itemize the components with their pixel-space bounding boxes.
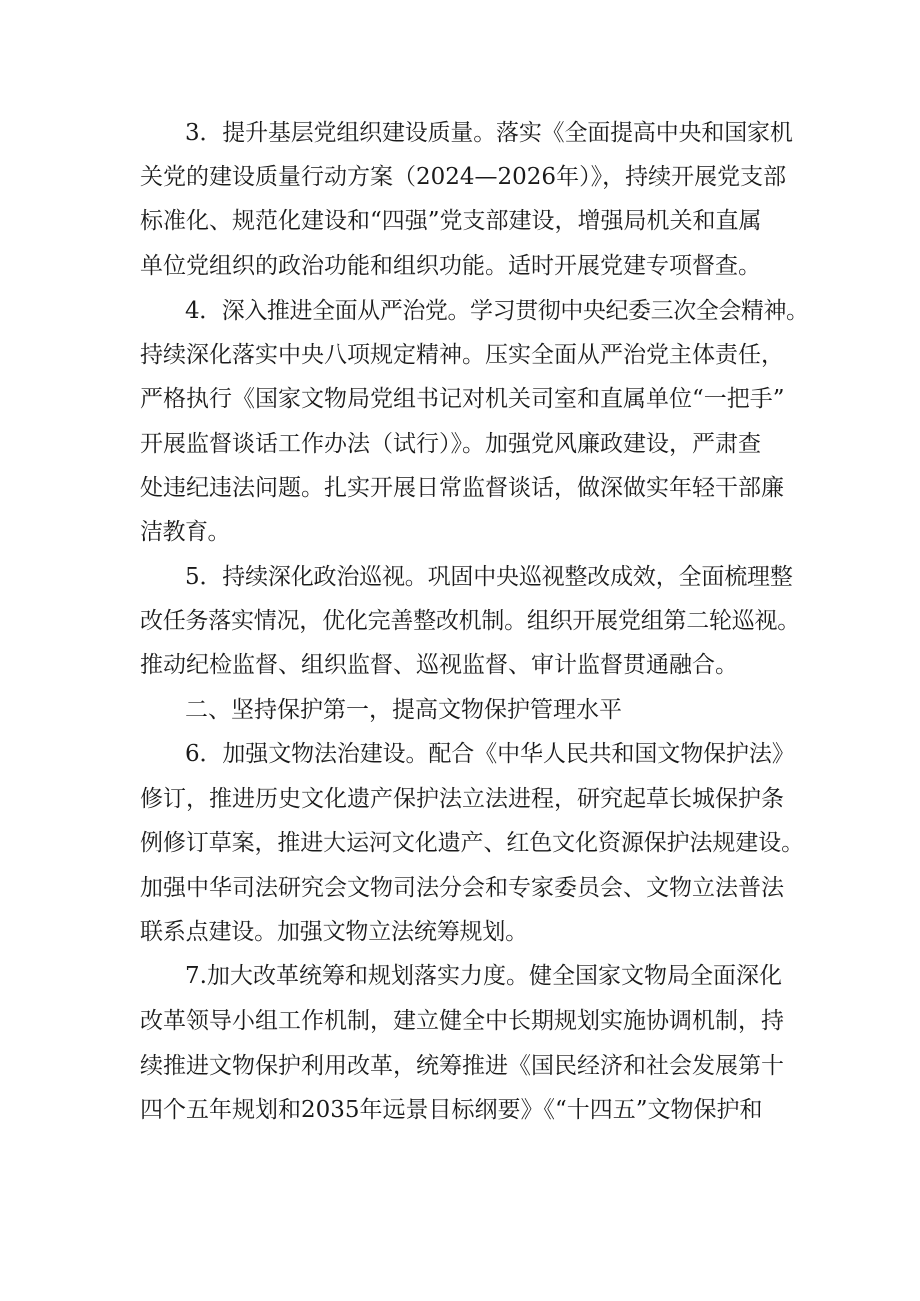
paragraph-6-title-line: 6．加强文物法治建设。配合《中华人民共和国文物保护法》 xyxy=(185,741,795,767)
paragraph-4-line: 持续深化落实中央八项规定精神。压实全面从严治党主体责任， xyxy=(140,342,784,368)
paragraph-3-line: 标准化、规范化建设和“四强”党支部建设，增强局机关和直属 xyxy=(140,208,762,234)
paragraph-7-line: 四个五年规划和2035年远景目标纲要》《“十四五”文物保护和 xyxy=(140,1097,763,1123)
paragraph-6-line: 修订，推进历史文化遗产保护法立法进程，研究起草长城保护条 xyxy=(140,786,784,812)
paragraph-7-title-line: 7.加大改革统筹和规划落实力度。健全国家文物局全面深化 xyxy=(185,963,782,989)
paragraph-4-line: 严格执行《国家文物局党组书记对机关司室和直属单位“一把手” xyxy=(140,386,785,412)
paragraph-3-line: 关党的建设质量行动方案（2024—2026年）》，持续开展党支部 xyxy=(140,164,787,190)
paragraph-4-title-line: 4．深入推进全面从严治党。学习贯彻中央纪委三次全会精神。 xyxy=(185,298,809,324)
paragraph-5-line: 改任务落实情况，优化完善整改机制。组织开展党组第二轮巡视。 xyxy=(140,608,800,634)
paragraph-4-line: 处违纪违法问题。扎实开展日常监督谈话，做深做实年轻干部廉 xyxy=(140,475,784,501)
paragraph-6-line: 联系点建设。加强文物立法统筹规划。 xyxy=(140,919,529,945)
section-heading: 二、坚持保护第一，提高文物保护管理水平 xyxy=(185,697,622,723)
paragraph-6-line: 例修订草案，推进大运河文化遗产、红色文化资源保护法规建设。 xyxy=(140,830,805,856)
paragraph-7-line: 续推进文物保护利用改革，统筹推进《国民经济和社会发展第十 xyxy=(140,1053,784,1079)
paragraph-5-line: 推动纪检监督、组织监督、巡视监督、审计监督贯通融合。 xyxy=(140,652,738,678)
paragraph-3-title-line: 3．提升基层党组织建设质量。落实《全面提高中央和国家机 xyxy=(185,120,793,146)
paragraph-5-title-line: 5．持续深化政治巡视。巩固中央巡视整改成效，全面梳理整 xyxy=(185,564,793,590)
paragraph-4-line: 开展监督谈话工作办法（试行）》。加强党风廉政建设，严肃查 xyxy=(140,431,761,457)
paragraph-6-line: 加强中华司法研究会文物司法分会和专家委员会、文物立法普法 xyxy=(140,875,784,901)
paragraph-3-line: 单位党组织的政治功能和组织功能。适时开展党建专项督查。 xyxy=(140,253,761,279)
paragraph-7-line: 改革领导小组工作机制，建立健全中长期规划实施协调机制，持 xyxy=(140,1008,784,1034)
paragraph-4-line: 洁教育。 xyxy=(140,519,230,545)
